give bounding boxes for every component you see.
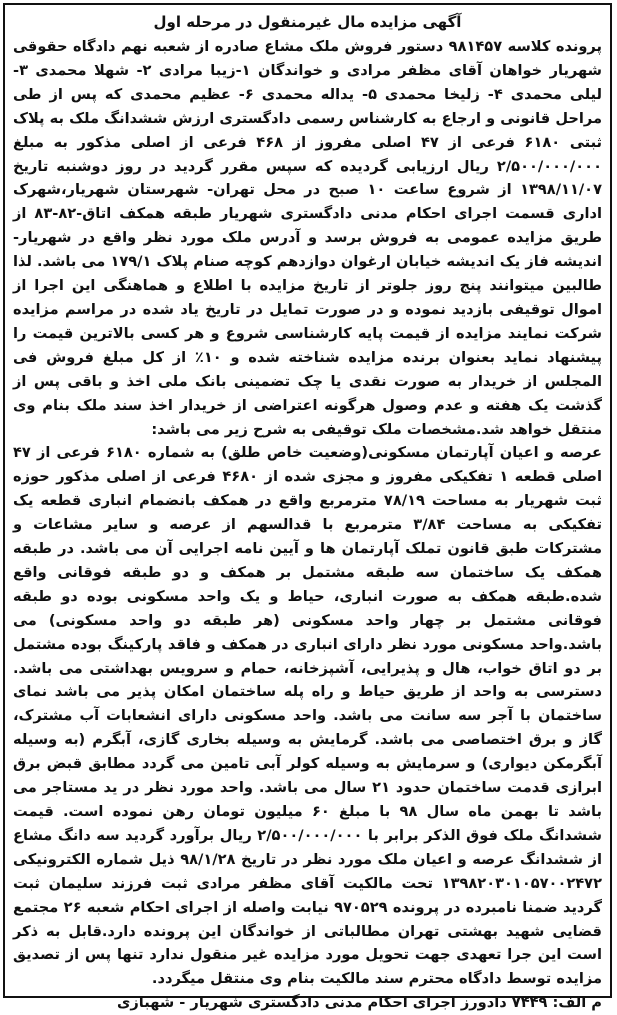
notice-paragraph-property: عرصه و اعیان آپارتمان مسکونی(وضعیت خاص طلق) به شماره ۶۱۸۰ فرعی از ۴۷ اصلی قطعه ۱ تفکیکی مفروز و مجزی شده از ۴۶۸۰ فرعی از اصلی مذکور حوزه ثبت شهریار به مساحت ۷۸/۱۹ مترمربع واقع در همکف بانضمام انباری قطعه یک تفکیکی به مساحت ۳/۸۴ مترمربع با قدالسهم از عرصه و سایر مشاعات و مشترکات طبق قانون تملک آپارتمان ها و آیین نامه اجرایی آن می باشد. در طبقه همکف یک ساختمان سه طبقه مشتمل بر همکف و دو طبقه فوقانی واقع شده.طبقه همکف به صورت انباری، حیاط و یک واحد مسکونی بوده دو طبقه فوقانی مشتمل بر چهار واحد مسکونی (هر طبقه دو واحد مسکونی) می باشد.واحد مسکونی مورد نظر دارای انباری در همکف و فاقد پارکینگ بوده مشتمل بر دو اتاق خواب، هال و پذیرایی، آشپزخانه، حمام و سرویس بهداشتی می باشد. دسترسی به واحد از طریق حیاط و راه پله ساختمان امکان پذیر می باشد نمای ساختمان با آجر سه سانت می باشد. واحد مسکونی دارای انشعابات آب مشترک، گاز و برق اختصاصی می باشد. گرمایش به وسیله بخاری گازی، آبگرم (به وسیله آبگرمکن دیواری) و سرمایش به وسیله کولر آبی تامین می گردد مطابق قبض برق ابرازی قدمت ساختمان حدود ۲۱ سال می باشد. واحد مورد نظر در ید مستاجر می باشد تا بهمن ماه سال ۹۸ با مبلغ ۶۰ میلیون تومان رهن نموده است. قیمت ششدانگ ملک فوق الذکر برابر با ۲/۵۰۰/۰۰۰/۰۰۰ ریال برآورد گردید سه دانگ مشاع از ششدانگ عرصه و اعیان ملک مورد نظر در تاریخ ۹۸/۱/۲۸ ذیل شماره الکترونیکی ۱۳۹۸۲۰۳۰۱۰۵۷۰۰۲۴۷۲ تحت مالکیت آقای مظفر مرادی ثبت فرزند سلیمان ثبت گردید ضمنا نامبرده در پرونده ۹۷۰۵۲۹ نیابت واصله از اجرای احکام شعبه ۲۶ مجتمع قضایی شهید بهشتی تهران مطالباتی از خواندگان این پرونده دارد.قابل به ذکر است این جرا تعهدی جهت تحویل مورد مزایده غیر منقول ندارد تنها پس از تصدیق مزایده توسط دادگاه محترم سند مالکیت بنام وی منتقل میگردد.: [13, 444, 602, 988]
notice-title: آگهی مزایده مال غیرمنقول در مرحله اول: [153, 13, 462, 31]
notice-paragraph-case: پرونده کلاسه ۹۸۱۴۵۷ دستور فروش ملک مشاع صادره از شعبه نهم دادگاه حقوقی شهریار خواهان آقای مظفر مرادی و خواندگان ۱-زیبا مرادی ۲- شهلا محمدی ۳- لیلی محمدی ۴- زلیخا محمدی ۵- یداله محمدی ۶- عظیم محمدی که پس از طی مراحل قانونی و ارجاع به کارشناس رسمی دادگستری ارزش ششدانگ ملک به پلاک ثبتی ۶۱۸۰ فرعی از ۴۷ اصلی مفروز از ۴۶۸ فرعی از اصلی مذکور به مبلغ ۲/۵۰۰/۰۰۰/۰۰۰ ریال ارزیابی گردیده که سپس مقرر گردید در روز دوشنبه تاریخ ۱۳۹۸/۱۱/۰۷ از شروع ساعت ۱۰ صبح در محل تهران- شهرستان شهریار،شهرک اداری قسمت اجرای احکام مدنی دادگستری شهریار طبقه همکف اتاق-۸۲-۸۳ از طریق مزایده عمومی به فروش برسد و آدرس ملک مورد نظر واقع در شهریار- اندیشه فاز یک اندیشه خیابان ارغوان دوازدهم کوچه صنام پلاک ۱۷۹/۱ می باشد. لذا طالبین میتوانند پنج روز جلوتر از تاریخ مزایده با اطلاع و هماهنگی این اجرا از اموال توقیفی بازدید نموده و در صورت تمایل در تاریخ یاد شده در مراسم مزایده شرکت نمایند مزایده از قیمت پایه کارشناسی شروع و هر کسی بالاترین قیمت را پیشنهاد نماید بعنوان برنده مزایده شناخته شده و ۱۰٪ از کل مبلغ فروش فی المجلس از خریدار به صورت نقدی یا چک تضمینی بانک ملی اخذ و باقی پس از گذشت یک هفته و عدم وصول هرگونه اعتراضی از خریدار اخذ سند ملک بنام وی منتقل خواهد شد.مشخصات ملک توقیفی به شرح زیر می باشد:: [13, 38, 603, 438]
notice-signature: م الف: ۷۴۴۹ دادورز اجرای احکام مدنی دادگستری شهریار - شهبازی: [117, 994, 602, 1012]
auction-notice: [3, 3, 612, 1012]
